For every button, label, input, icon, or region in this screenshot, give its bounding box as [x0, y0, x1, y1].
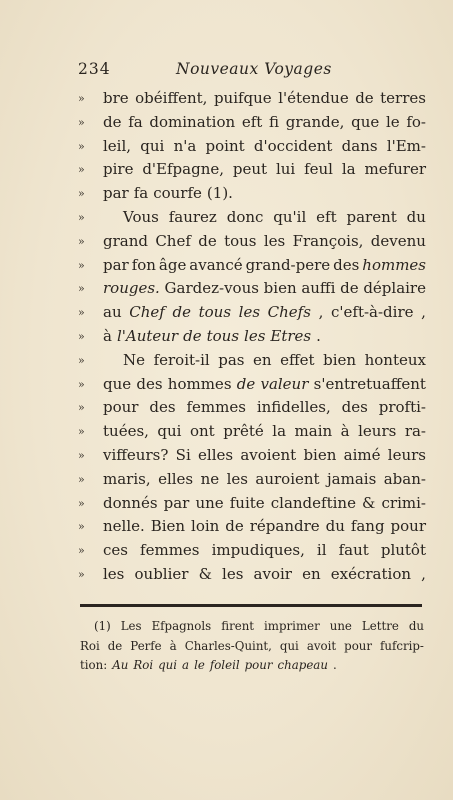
footnote-line [80, 617, 424, 637]
quote-mark: » [78, 567, 84, 581]
word: femmes [186, 398, 246, 417]
word: . [332, 658, 337, 672]
quote-mark: » [78, 234, 84, 248]
italic-word: les [244, 326, 266, 345]
word: mefurer [364, 160, 426, 179]
word: Perfe [130, 638, 162, 653]
footnote-rule [80, 604, 422, 607]
word: clandeftine [270, 493, 356, 512]
footnote [80, 617, 424, 676]
word: faurez [168, 207, 217, 226]
word: Bien [150, 517, 186, 536]
italic-word: Chef [129, 303, 165, 322]
word: des [149, 398, 176, 417]
word: oublier [134, 564, 189, 583]
word: lui [275, 160, 296, 179]
line-text [123, 349, 426, 373]
word: une [329, 619, 352, 633]
line-text [103, 396, 426, 420]
page-header [78, 60, 418, 84]
word: des [136, 374, 163, 393]
body-text [78, 87, 426, 587]
text-line [78, 420, 426, 444]
word: Lettre [361, 619, 399, 633]
word: le [385, 112, 400, 131]
word: tous [224, 231, 257, 250]
text-line [78, 111, 426, 135]
word: pire [103, 160, 134, 179]
word: & [362, 493, 376, 512]
word: par [103, 255, 129, 274]
text-line [78, 539, 426, 563]
word: Si [175, 445, 191, 464]
word: dans [341, 136, 378, 155]
word: eft [241, 112, 263, 131]
word: des [333, 255, 360, 274]
word: en [302, 564, 321, 583]
word: devenu [370, 231, 426, 250]
line-text [103, 325, 426, 349]
quote-mark: » [78, 139, 84, 153]
word: tuées, [103, 422, 149, 441]
line-text [103, 515, 426, 539]
word: femmes [140, 541, 200, 560]
italic-word: tous [198, 303, 232, 322]
word: du [325, 517, 345, 536]
word: hommes [167, 374, 232, 393]
word: que [103, 374, 132, 393]
italic-word: l'Auteur [116, 326, 179, 345]
italic-word: de [172, 303, 191, 322]
quote-mark: » [78, 544, 84, 558]
word: fang [350, 517, 385, 536]
word: d'occident [253, 136, 333, 155]
word: leurs [387, 445, 426, 464]
word: leil, [103, 136, 132, 155]
word: plutôt [380, 541, 426, 560]
quote-mark: » [78, 353, 84, 367]
word: firent [221, 619, 255, 633]
italic-word: a [182, 658, 190, 672]
quote-mark: » [78, 282, 84, 296]
text-line [78, 230, 426, 254]
word: au [103, 303, 122, 322]
italic-word: chapeau [277, 658, 328, 672]
word: tion: [80, 658, 108, 672]
word: fa [128, 112, 143, 131]
quote-mark: » [78, 401, 84, 415]
word: peut [232, 160, 268, 179]
word: elles [198, 445, 234, 464]
text-line [78, 87, 426, 111]
word: pour [103, 398, 139, 417]
word: imprimer [264, 619, 320, 633]
text-line [78, 277, 426, 301]
word: la [341, 160, 356, 179]
italic-word: Chefs [267, 303, 311, 322]
quote-mark: » [78, 210, 84, 224]
word: fa [133, 184, 149, 203]
word: de [103, 112, 122, 131]
quote-mark: » [78, 258, 84, 272]
italic-word: Etres [270, 326, 312, 345]
italic-word: pour [244, 658, 273, 672]
word: qu'il [273, 207, 307, 226]
line-text [103, 158, 426, 182]
line-text [103, 420, 426, 444]
word: il [316, 541, 327, 560]
word: fo- [406, 112, 426, 131]
quote-mark: » [78, 472, 84, 486]
quote-mark: » [78, 448, 84, 462]
word: que [351, 112, 380, 131]
word: puifque [213, 89, 272, 107]
word: nelle. [103, 517, 145, 536]
line-text [123, 206, 426, 230]
word: pour [344, 638, 373, 653]
italic-word: valeur [260, 374, 309, 393]
quote-mark: » [78, 496, 84, 510]
quote-mark: » [78, 163, 84, 177]
text-line [78, 563, 426, 587]
text-line [78, 444, 426, 468]
word: domination [149, 112, 236, 131]
word: (1) [94, 619, 111, 633]
word: viffeurs? [103, 445, 169, 464]
word: effet [280, 350, 315, 369]
quote-mark: » [78, 329, 84, 343]
quote-mark: » [78, 92, 84, 105]
footnote-line [80, 637, 424, 657]
word: Vous [123, 207, 159, 226]
italic-word: les [238, 303, 261, 322]
text-line [78, 349, 426, 373]
word: s'entretuaffent [313, 374, 426, 393]
word: leurs [358, 422, 397, 441]
word: profti- [378, 398, 426, 417]
word: point [205, 136, 245, 155]
word: du [406, 207, 426, 226]
text-line [78, 135, 426, 159]
word: grand [103, 231, 148, 250]
word: une [195, 493, 224, 512]
word: loin [191, 517, 220, 536]
word: fon [131, 255, 156, 274]
word: feroit-il [153, 350, 210, 369]
word: auroient [255, 469, 320, 488]
word: Chef [155, 231, 191, 250]
word: ont [189, 422, 215, 441]
word: avoient [240, 445, 297, 464]
text-line [78, 515, 426, 539]
word: ra- [404, 422, 426, 441]
italic-word: de [236, 374, 256, 393]
word: à [169, 638, 177, 653]
line-text [103, 254, 426, 278]
word: bre [103, 89, 129, 107]
word: aban- [383, 469, 426, 488]
word: déplaire [363, 279, 426, 298]
word: infidelles, [256, 398, 331, 417]
word: c'eft-à-dire [331, 303, 414, 322]
word: qui [140, 136, 165, 155]
line-text [103, 373, 426, 397]
word: , [318, 303, 324, 322]
italic-word: foleil [209, 658, 240, 672]
word: obéiffent, [135, 89, 208, 107]
text-line [78, 158, 426, 182]
word: à [103, 326, 112, 345]
quote-mark: » [78, 115, 84, 129]
word: Gardez-vous [164, 279, 259, 298]
word: l'Em- [386, 136, 426, 155]
text-line [78, 325, 426, 349]
italic-word: Roi [133, 658, 154, 672]
word: d'Efpagne, [142, 160, 225, 179]
line-text [103, 444, 426, 468]
italic-word: rouges. [103, 279, 160, 298]
word: elles [158, 469, 194, 488]
word: (1). [206, 184, 233, 203]
word: Efpagnols [151, 619, 212, 633]
word: les [226, 469, 248, 488]
line-text [103, 277, 426, 301]
line-text [103, 539, 426, 563]
text-line [78, 206, 426, 230]
quote-mark: » [78, 425, 84, 439]
word: grand-pere [245, 255, 331, 274]
word: des [341, 398, 368, 417]
word: l'étendue [278, 89, 349, 107]
word: Charles-Quint, [184, 638, 272, 653]
word: par [103, 184, 129, 203]
word: n'a [173, 136, 197, 155]
word: honteux [364, 350, 426, 369]
word: maris, [103, 469, 151, 488]
word: âge [158, 255, 187, 274]
word: aimé [343, 445, 381, 464]
word: les [222, 564, 244, 583]
word: de [225, 517, 244, 536]
word: François, [292, 231, 364, 250]
italic-word: hommes [362, 255, 426, 274]
word: jamais [327, 469, 377, 488]
word: donnés [103, 493, 158, 512]
quote-mark: » [78, 306, 84, 320]
italic-word: Au [112, 658, 129, 672]
word: fuite [229, 493, 265, 512]
word: . [316, 326, 321, 345]
line-text [103, 563, 426, 587]
italic-word: le [194, 658, 205, 672]
word: de [107, 638, 123, 653]
quote-mark: » [78, 187, 84, 201]
word: de [340, 279, 359, 298]
word: avoir [253, 564, 292, 583]
text-line [78, 373, 426, 397]
word: les [263, 231, 286, 250]
word: & [198, 564, 212, 583]
word: de [355, 89, 374, 107]
line-text [103, 230, 426, 254]
word: qui [157, 422, 182, 441]
word: ces [103, 541, 128, 560]
word: grande, [285, 112, 345, 131]
word: , [421, 564, 426, 583]
line-text [103, 87, 426, 111]
word: auffi [301, 279, 336, 298]
word: donc [226, 207, 264, 226]
word: pas [218, 350, 245, 369]
line-text [103, 492, 426, 516]
italic-word: qui [158, 658, 178, 672]
text-line [78, 301, 426, 325]
text-line [78, 396, 426, 420]
word: , [421, 303, 426, 322]
word: par [163, 493, 190, 512]
page-number: 234 [78, 60, 111, 78]
word: faut [338, 541, 369, 560]
word: prêté [223, 422, 264, 441]
word: la [272, 422, 287, 441]
text-line [78, 468, 426, 492]
word: en [253, 350, 272, 369]
line-text [103, 468, 426, 492]
word: Ne [123, 350, 146, 369]
word: terres [380, 89, 426, 107]
word: qui [279, 638, 299, 653]
word: courfe [153, 184, 202, 203]
line-text [103, 301, 426, 325]
word: les [103, 564, 125, 583]
word: ne [200, 469, 220, 488]
word: main [294, 422, 333, 441]
word: avancé [189, 255, 243, 274]
word: exécration [330, 564, 412, 583]
word: eft [316, 207, 337, 226]
word: Roi [80, 638, 100, 653]
text-line [78, 254, 426, 278]
word: de [198, 231, 217, 250]
word: parent [346, 207, 397, 226]
quote-mark: » [78, 377, 84, 391]
word: feul [304, 160, 333, 179]
word: du [408, 619, 424, 633]
word: fi [269, 112, 280, 131]
running-title: Nouveaux Voyages [176, 60, 332, 78]
italic-word: de [183, 326, 202, 345]
text-line [78, 182, 426, 206]
word: fufcrip- [380, 638, 424, 653]
word: pour [390, 517, 426, 536]
text-line [78, 492, 426, 516]
word: crimi- [381, 493, 426, 512]
footnote-line [80, 656, 424, 676]
word: bien [263, 279, 297, 298]
line-text [103, 135, 426, 159]
word: répandre [249, 517, 320, 536]
italic-word: tous [206, 326, 240, 345]
word: à [340, 422, 350, 441]
word: bien [303, 445, 337, 464]
word: Les [120, 619, 142, 633]
line-text [103, 182, 426, 206]
word: bien [323, 350, 357, 369]
line-text [103, 111, 426, 135]
quote-mark: » [78, 520, 84, 534]
word: impudiques, [211, 541, 305, 560]
word: avoit [306, 638, 337, 653]
